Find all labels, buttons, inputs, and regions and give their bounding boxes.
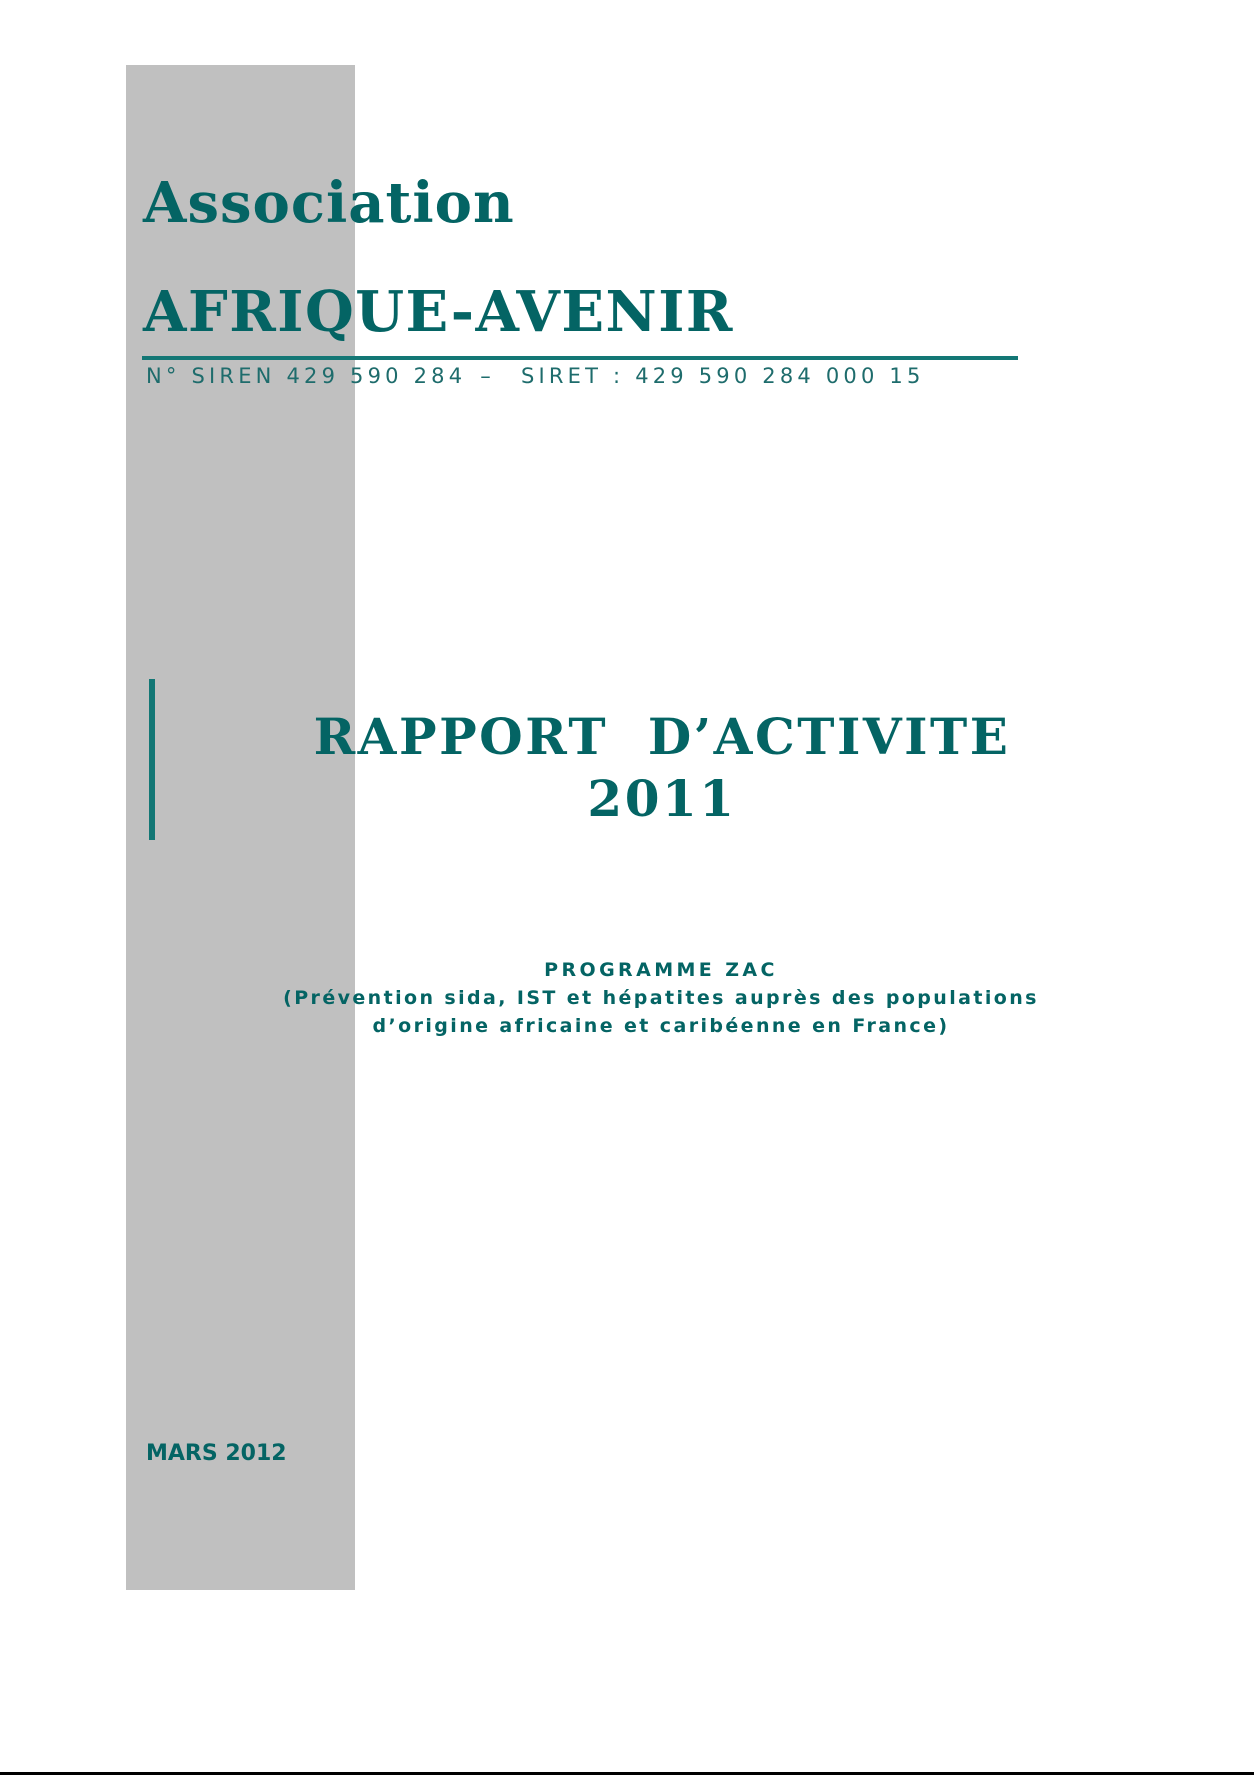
- organization-type: Association: [143, 170, 515, 236]
- programme-description-line2: d’origine africaine et caribéenne en France): [372, 1015, 950, 1037]
- programme-block: [200, 956, 1122, 1040]
- programme-description-line1: (Prévention sida, IST et hépatites auprès des populations: [283, 987, 1039, 1009]
- report-title-main: RAPPORT D’ACTIVITE: [313, 707, 1011, 766]
- title-accent-bar: [149, 679, 155, 840]
- programme-title: PROGRAMME ZAC: [544, 959, 778, 981]
- report-title: [250, 706, 1074, 830]
- organization-name: AFRIQUE-AVENIR: [143, 279, 734, 345]
- publication-date: MARS 2012: [146, 1441, 287, 1466]
- registration-separator: –: [480, 364, 495, 388]
- siret-number: SIRET : 429 590 284 000 15: [520, 364, 925, 388]
- registration-line: [146, 366, 925, 387]
- siren-number: N° SIREN 429 590 284: [146, 364, 467, 388]
- header-divider: [142, 356, 1018, 360]
- report-year: 2011: [587, 769, 737, 828]
